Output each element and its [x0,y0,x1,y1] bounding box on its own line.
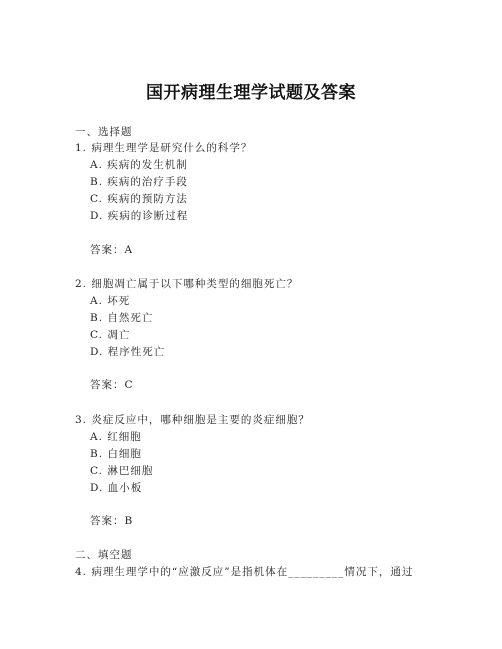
question-2-option-d: D. 程序性死亡 [90,346,166,358]
question-1-answer: 答案：A [90,244,134,256]
question-3-answer: 答案：B [90,515,134,527]
question-1: 1. 病理生理学是研究什么的科学？ [75,142,253,154]
question-4: 4. 病理生理学中的“应激反应”是指机体在_________情况下，通过 [75,566,414,578]
question-3-option-b: B. 白细胞 [90,448,142,460]
question-1-option-a: A. 疾病的发生机制 [90,159,188,171]
question-1-option-c: C. 疾病的预防方法 [90,193,188,205]
question-2-option-c: C. 凋亡 [90,329,131,341]
document-title: 国开病理生理学试题及答案 [146,83,356,103]
question-1-option-b: B. 疾病的治疗手段 [90,176,188,188]
section-heading-fill: 二、填空题 [75,549,133,561]
question-2-option-b: B. 自然死亡 [90,312,154,324]
question-1-option-d: D. 疾病的诊断过程 [90,210,189,222]
question-3-option-a: A. 红细胞 [90,431,142,443]
section-heading-choice: 一、选择题 [75,126,133,138]
question-3-option-c: C. 淋巴细胞 [90,465,154,477]
question-2-answer: 答案：C [90,379,134,391]
question-2: 2. 细胞凋亡属于以下哪种类型的细胞死亡？ [75,278,299,290]
question-3-option-d: D. 血小板 [90,482,143,494]
question-3: 3. 炎症反应中，哪种细胞是主要的炎症细胞？ [75,414,310,426]
question-2-option-a: A. 坏死 [90,295,131,307]
